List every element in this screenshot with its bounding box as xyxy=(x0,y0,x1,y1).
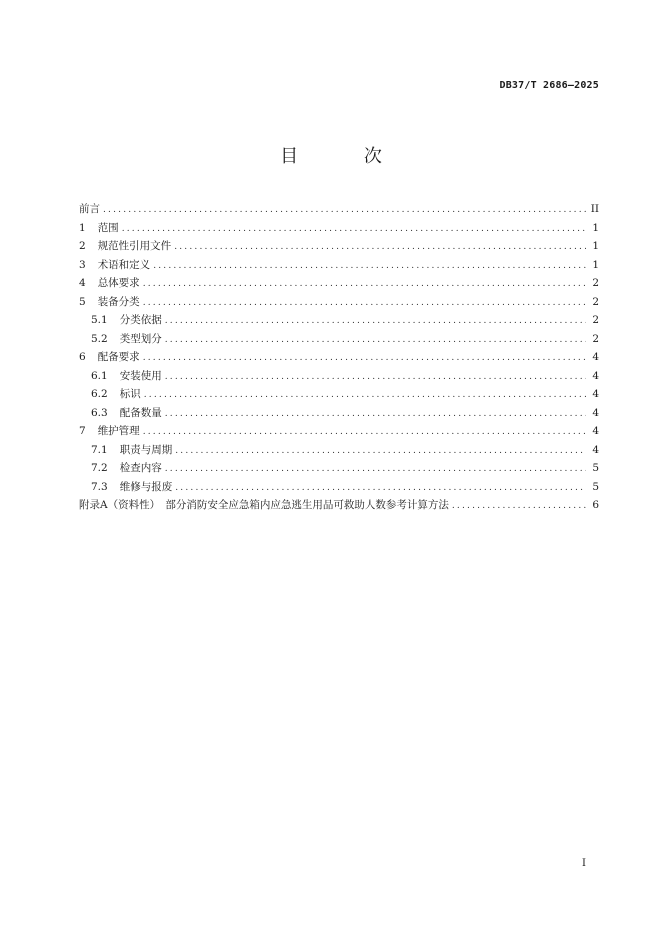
toc-entry-label xyxy=(91,385,141,404)
toc-entry-3[interactable] xyxy=(79,256,599,275)
toc-leader-dots xyxy=(165,405,586,424)
toc-leader-dots xyxy=(175,442,586,461)
toc-entry-label xyxy=(79,256,150,275)
toc-entry-1[interactable] xyxy=(79,219,599,238)
toc-entry-text: 装备分类 xyxy=(97,295,140,308)
toc-leader-dots xyxy=(165,368,586,387)
toc-entry-number: 2 xyxy=(79,240,86,252)
toc-entry-page: 4 xyxy=(592,369,599,382)
toc-entry-label xyxy=(79,274,140,293)
toc-entry-page: 4 xyxy=(592,388,599,400)
toc-entry-7-2[interactable] xyxy=(79,459,599,478)
toc-entry-page: 6 xyxy=(592,499,599,511)
toc-entry-text: 配备要求 xyxy=(97,351,140,363)
toc-entry-label xyxy=(91,478,172,497)
toc-entry-6-2[interactable] xyxy=(79,385,599,404)
page-number: I xyxy=(582,858,586,869)
toc-entry-page: 1 xyxy=(592,221,599,234)
toc-entry-page: 5 xyxy=(592,462,599,474)
toc-entry-text: 范围 xyxy=(97,221,119,234)
toc-entry-number: 7 xyxy=(79,425,86,437)
toc-entry-number: 6 xyxy=(79,351,86,363)
toc-entry-text: 维修与报废 xyxy=(119,480,173,493)
toc-entry-label xyxy=(79,237,171,256)
toc-entry-page: 4 xyxy=(592,351,599,363)
toc-entry-page: 2 xyxy=(592,314,599,326)
toc-entry-text: 规范性引用文件 xyxy=(97,240,172,252)
toc-entry-page: 1 xyxy=(592,258,599,271)
toc-entry-label xyxy=(79,219,119,238)
toc-leader-dots xyxy=(143,423,586,442)
toc-leader-dots xyxy=(143,294,586,313)
toc-entry-number: 6.1 xyxy=(91,369,108,382)
toc-entry-page: 4 xyxy=(592,443,599,456)
toc-entry-label xyxy=(91,404,162,423)
toc-entry-label xyxy=(91,311,162,330)
toc-entry-page: II xyxy=(590,203,599,215)
toc-entry-5-1[interactable] xyxy=(79,311,599,330)
toc-entry-6-1[interactable] xyxy=(79,367,599,386)
toc-leader-dots xyxy=(153,257,586,276)
toc-entry-6[interactable] xyxy=(79,348,599,367)
toc-entry-text: 标识 xyxy=(119,388,141,400)
toc-entry-number: 6.3 xyxy=(91,406,108,419)
toc-entry-7-1[interactable] xyxy=(79,441,599,460)
toc-entry-label xyxy=(79,293,140,312)
toc-entry-2[interactable] xyxy=(79,237,599,256)
toc-entry-7-3[interactable] xyxy=(79,478,599,497)
toc-entry-page: 2 xyxy=(592,295,599,308)
toc-entry-page: 4 xyxy=(592,425,599,437)
toc-entry-text: 术语和定义 xyxy=(97,258,151,271)
toc-entry-4[interactable] xyxy=(79,274,599,293)
toc-leader-dots xyxy=(103,201,586,220)
toc-leader-dots xyxy=(174,238,586,257)
toc-entry-text: 安装使用 xyxy=(119,369,162,382)
toc-leader-dots xyxy=(165,331,586,350)
toc-entry-text: 类型划分 xyxy=(119,332,162,345)
toc-leader-dots xyxy=(143,349,586,368)
toc-entry-label: 前言 xyxy=(79,203,100,215)
toc-entry-number: 7.3 xyxy=(91,480,108,493)
toc-entry-number: 5.1 xyxy=(91,314,108,326)
toc-leader-dots xyxy=(165,460,586,479)
toc-entry-text: 分类依据 xyxy=(119,314,162,326)
toc-entry-text: 检查内容 xyxy=(119,462,162,474)
toc-entry-number: 1 xyxy=(79,221,86,234)
toc-leader-dots xyxy=(452,497,586,516)
toc-entry-label xyxy=(91,367,162,386)
toc-entry-number: 4 xyxy=(79,277,86,289)
toc-leader-dots xyxy=(165,312,586,331)
toc-entry-page: 2 xyxy=(592,277,599,289)
toc-entry-number: 5.2 xyxy=(91,332,108,345)
toc-entry-5-2[interactable] xyxy=(79,330,599,349)
toc-entry-appendix-a[interactable] xyxy=(79,496,599,515)
toc-entry-label xyxy=(79,422,140,441)
toc-entry-number: 5 xyxy=(79,295,86,308)
toc-leader-dots xyxy=(144,386,586,405)
toc-entry-page: 4 xyxy=(592,406,599,419)
toc-entry-label xyxy=(91,441,172,460)
document-code: DB37/T 2686—2025 xyxy=(499,80,599,91)
toc-entry-6-3[interactable] xyxy=(79,404,599,423)
toc-entry-label xyxy=(91,459,162,478)
toc-entry-label xyxy=(79,348,140,367)
toc-entry-foreword[interactable] xyxy=(79,200,599,219)
toc-entry-text: 配备数量 xyxy=(119,406,162,419)
toc-entry-page: 1 xyxy=(592,240,599,252)
toc-entry-page: 2 xyxy=(592,332,599,345)
toc-entry-text: 总体要求 xyxy=(97,277,140,289)
toc-entry-label xyxy=(91,330,162,349)
page-title: 目 次 xyxy=(280,146,412,167)
toc-leader-dots xyxy=(175,479,586,498)
toc-leader-dots xyxy=(143,275,586,294)
toc-entry-text: 维护管理 xyxy=(97,425,140,437)
toc-entry-5[interactable] xyxy=(79,293,599,312)
toc-entry-page: 5 xyxy=(592,480,599,493)
table-of-contents xyxy=(79,200,599,515)
toc-entry-number: 3 xyxy=(79,258,86,271)
toc-entry-number: 7.1 xyxy=(91,443,108,456)
toc-leader-dots xyxy=(122,220,586,239)
toc-entry-text: 职责与周期 xyxy=(119,443,173,456)
toc-entry-number: 6.2 xyxy=(91,388,108,400)
toc-entry-label: 附录A（资料性） 部分消防安全应急箱内应急逃生用品可救助人数参考计算方法 xyxy=(79,499,449,511)
toc-entry-7[interactable] xyxy=(79,422,599,441)
toc-entry-number: 7.2 xyxy=(91,462,108,474)
